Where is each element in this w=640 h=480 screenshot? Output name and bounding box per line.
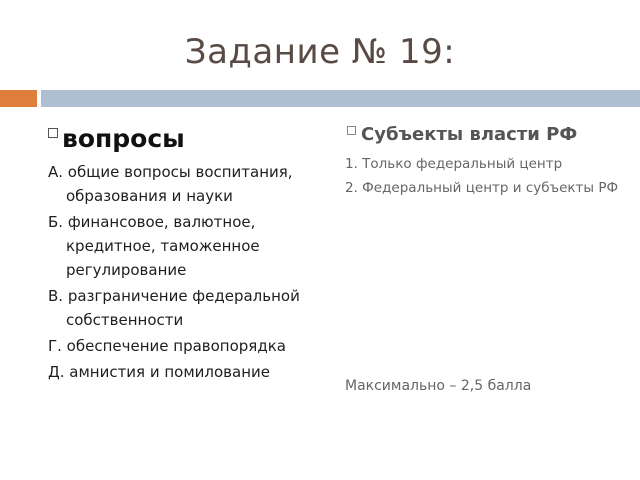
subject-option-1: 1. Только федеральный центр [345,156,563,172]
square-bullet-icon [48,128,58,138]
questions-heading [46,120,326,158]
max-score-note: Максимально – 2,5 балла [345,378,532,394]
question-item-c: В. разграничение федеральной собственности [48,287,300,329]
square-bullet-icon [347,126,356,135]
questions-heading-text: вопросы [62,124,185,153]
questions-column [46,120,326,384]
subjects-heading [345,120,630,150]
question-item-b: Б. финансовое, валютное, кредитное, таможенное регулирование [48,213,260,279]
subject-option-2: 2. Федеральный центр и субъекты РФ [345,180,619,196]
slide-title: Задание № 19: [184,32,456,72]
accent-bar [0,90,37,107]
question-item-d: Г. обеспечение правопорядка [48,337,286,355]
subjects-column [345,120,630,198]
header-bar [41,90,640,107]
question-item-a: А. общие вопросы воспитания, образования и науки [48,163,293,205]
question-item-e: Д. амнистия и помилование [48,363,270,381]
subjects-heading-text: Субъекты власти РФ [361,124,578,145]
